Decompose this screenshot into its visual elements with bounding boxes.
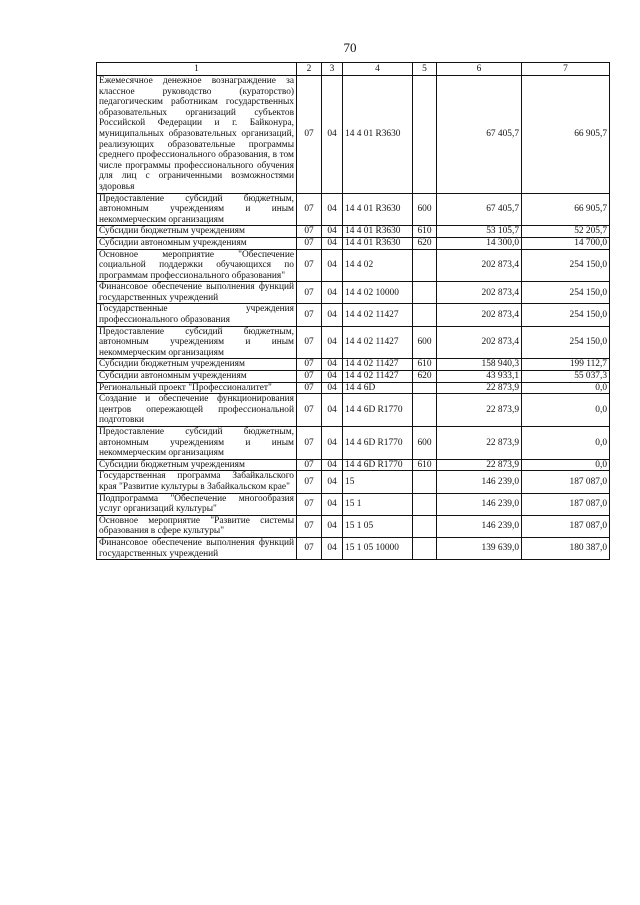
section-code-cell: 07 [297, 371, 322, 383]
subsection-code-cell: 04 [322, 282, 343, 304]
amount-year1-cell: 202 873,4 [437, 326, 522, 359]
target-article-cell: 14 4 02 [343, 249, 413, 282]
row-name-cell: Предоставление субсидий бюджетным, автономным учреждениям и иным некоммерческим организациям [97, 427, 297, 460]
target-article-cell: 14 4 02 11427 [343, 371, 413, 383]
table-row [97, 193, 610, 226]
subsection-code-cell: 04 [322, 359, 343, 371]
section-code-cell: 07 [297, 326, 322, 359]
column-header: 4 [343, 63, 413, 76]
row-name-cell: Субсидии бюджетным учреждениям [97, 359, 297, 371]
amount-year2-cell: 254 150,0 [522, 249, 610, 282]
row-name-cell: Основное мероприятие "Обеспечение социальной поддержки обучающихся по программам профессионального образования" [97, 249, 297, 282]
table-row [97, 359, 610, 371]
table-row [97, 515, 610, 537]
column-header: 1 [97, 63, 297, 76]
expense-type-cell: 600 [413, 193, 437, 226]
expense-type-cell [413, 471, 437, 493]
section-code-cell: 07 [297, 237, 322, 249]
row-name-cell: Государственная программа Забайкальского края "Развитие культуры в Забайкальском крае" [97, 471, 297, 493]
section-code-cell: 07 [297, 282, 322, 304]
subsection-code-cell: 04 [322, 371, 343, 383]
expense-type-cell [413, 249, 437, 282]
expense-type-cell [413, 537, 437, 559]
target-article-cell: 14 4 01 R3630 [343, 226, 413, 238]
amount-year2-cell: 14 700,0 [522, 237, 610, 249]
subsection-code-cell: 04 [322, 537, 343, 559]
target-article-cell: 14 4 6D [343, 382, 413, 394]
section-code-cell: 07 [297, 493, 322, 515]
amount-year2-cell: 254 150,0 [522, 326, 610, 359]
section-code-cell: 07 [297, 359, 322, 371]
amount-year2-cell: 0,0 [522, 382, 610, 394]
row-name-cell: Подпрограмма "Обеспечение многообразия услуг организаций культуры" [97, 493, 297, 515]
column-header: 6 [437, 63, 522, 76]
table-row [97, 493, 610, 515]
amount-year1-cell: 43 933,1 [437, 371, 522, 383]
amount-year1-cell: 139 639,0 [437, 537, 522, 559]
section-code-cell: 07 [297, 193, 322, 226]
table-row [97, 226, 610, 238]
row-name-cell: Субсидии автономным учреждениям [97, 371, 297, 383]
row-name-cell: Создание и обеспечение функционирования центров опережающей профессиональной подготовки [97, 394, 297, 427]
subsection-code-cell: 04 [322, 459, 343, 471]
subsection-code-cell: 04 [322, 237, 343, 249]
expense-type-cell [413, 515, 437, 537]
expense-type-cell: 610 [413, 459, 437, 471]
amount-year2-cell: 0,0 [522, 459, 610, 471]
target-article-cell: 14 4 6D R1770 [343, 394, 413, 427]
expense-type-cell: 620 [413, 237, 437, 249]
row-name-cell: Основное мероприятие "Развитие системы образования в сфере культуры" [97, 515, 297, 537]
amount-year1-cell: 146 239,0 [437, 493, 522, 515]
subsection-code-cell: 04 [322, 394, 343, 427]
amount-year1-cell: 22 873,9 [437, 427, 522, 460]
expense-type-cell [413, 493, 437, 515]
row-name-cell: Финансовое обеспечение выполнения функций государственных учреждений [97, 282, 297, 304]
amount-year2-cell: 254 150,0 [522, 304, 610, 326]
section-code-cell: 07 [297, 515, 322, 537]
amount-year1-cell: 202 873,4 [437, 282, 522, 304]
target-article-cell: 14 4 02 11427 [343, 326, 413, 359]
subsection-code-cell: 04 [322, 304, 343, 326]
section-code-cell: 07 [297, 427, 322, 460]
table-row [97, 371, 610, 383]
expense-type-cell [413, 304, 437, 326]
subsection-code-cell: 04 [322, 326, 343, 359]
amount-year1-cell: 53 105,7 [437, 226, 522, 238]
amount-year1-cell: 22 873,9 [437, 382, 522, 394]
section-code-cell: 07 [297, 76, 322, 194]
row-name-cell: Ежемесячное денежное вознаграждение за классное руководство (кураторство) педагогическим работникам государственных образовательных организаций субъектов Российской Федерации и г. Байконура, муниципальных образовательных организаций, реализующих образовательные программы среднего профессионального образования, в том числе программы профессионального обучения для лиц с ограниченными возможностями здоровья [97, 76, 297, 194]
row-name-cell: Субсидии бюджетным учреждениям [97, 226, 297, 238]
row-name-cell: Финансовое обеспечение выполнения функций государственных учреждений [97, 537, 297, 559]
column-header: 5 [413, 63, 437, 76]
subsection-code-cell: 04 [322, 515, 343, 537]
amount-year1-cell: 146 239,0 [437, 515, 522, 537]
section-code-cell: 07 [297, 249, 322, 282]
table-row [97, 471, 610, 493]
amount-year2-cell: 52 205,7 [522, 226, 610, 238]
amount-year2-cell: 0,0 [522, 394, 610, 427]
amount-year1-cell: 14 300,0 [437, 237, 522, 249]
row-name-cell: Предоставление субсидий бюджетным, автономным учреждениям и иным некоммерческим организациям [97, 326, 297, 359]
table-header-row [97, 63, 610, 76]
amount-year2-cell: 66 905,7 [522, 76, 610, 194]
row-name-cell: Региональный проект "Профессионалитет" [97, 382, 297, 394]
amount-year1-cell: 202 873,4 [437, 304, 522, 326]
target-article-cell: 14 4 01 R3630 [343, 76, 413, 194]
amount-year2-cell: 66 905,7 [522, 193, 610, 226]
column-header: 7 [522, 63, 610, 76]
page-number: 70 [343, 40, 357, 55]
table-row [97, 237, 610, 249]
expense-type-cell: 600 [413, 326, 437, 359]
target-article-cell: 14 4 6D R1770 [343, 459, 413, 471]
target-article-cell: 15 [343, 471, 413, 493]
target-article-cell: 14 4 02 11427 [343, 304, 413, 326]
table-row [97, 304, 610, 326]
target-article-cell: 15 1 05 10000 [343, 537, 413, 559]
amount-year2-cell: 187 087,0 [522, 515, 610, 537]
table-row [97, 394, 610, 427]
table-row [97, 282, 610, 304]
amount-year1-cell: 67 405,7 [437, 76, 522, 194]
column-header: 2 [297, 63, 322, 76]
section-code-cell: 07 [297, 304, 322, 326]
section-code-cell: 07 [297, 382, 322, 394]
amount-year1-cell: 202 873,4 [437, 249, 522, 282]
amount-year2-cell: 180 387,0 [522, 537, 610, 559]
subsection-code-cell: 04 [322, 493, 343, 515]
subsection-code-cell: 04 [322, 427, 343, 460]
expense-type-cell: 620 [413, 371, 437, 383]
expense-type-cell [413, 394, 437, 427]
subsection-code-cell: 04 [322, 382, 343, 394]
row-name-cell: Субсидии автономным учреждениям [97, 237, 297, 249]
target-article-cell: 14 4 01 R3630 [343, 193, 413, 226]
section-code-cell: 07 [297, 537, 322, 559]
section-code-cell: 07 [297, 471, 322, 493]
target-article-cell: 14 4 6D R1770 [343, 427, 413, 460]
row-name-cell: Субсидии бюджетным учреждениям [97, 459, 297, 471]
table-row [97, 537, 610, 559]
subsection-code-cell: 04 [322, 226, 343, 238]
amount-year1-cell: 146 239,0 [437, 471, 522, 493]
amount-year2-cell: 187 087,0 [522, 471, 610, 493]
amount-year2-cell: 199 112,7 [522, 359, 610, 371]
expense-type-cell: 610 [413, 359, 437, 371]
target-article-cell: 15 1 [343, 493, 413, 515]
table-row [97, 326, 610, 359]
table-row [97, 249, 610, 282]
amount-year1-cell: 158 940,3 [437, 359, 522, 371]
amount-year2-cell: 55 037,3 [522, 371, 610, 383]
amount-year1-cell: 67 405,7 [437, 193, 522, 226]
subsection-code-cell: 04 [322, 76, 343, 194]
amount-year1-cell: 22 873,9 [437, 459, 522, 471]
table-row [97, 76, 610, 194]
section-code-cell: 07 [297, 394, 322, 427]
subsection-code-cell: 04 [322, 193, 343, 226]
section-code-cell: 07 [297, 459, 322, 471]
expense-type-cell [413, 76, 437, 194]
target-article-cell: 15 1 05 [343, 515, 413, 537]
expense-type-cell: 610 [413, 226, 437, 238]
subsection-code-cell: 04 [322, 471, 343, 493]
row-name-cell: Предоставление субсидий бюджетным, автономным учреждениям и иным некоммерческим организациям [97, 193, 297, 226]
target-article-cell: 14 4 02 10000 [343, 282, 413, 304]
amount-year2-cell: 187 087,0 [522, 493, 610, 515]
table-row [97, 459, 610, 471]
section-code-cell: 07 [297, 226, 322, 238]
table-row [97, 427, 610, 460]
amount-year2-cell: 254 150,0 [522, 282, 610, 304]
expense-type-cell: 600 [413, 427, 437, 460]
budget-table [96, 62, 610, 560]
target-article-cell: 14 4 01 R3630 [343, 237, 413, 249]
expense-type-cell [413, 282, 437, 304]
table-row [97, 382, 610, 394]
column-header: 3 [322, 63, 343, 76]
amount-year1-cell: 22 873,9 [437, 394, 522, 427]
subsection-code-cell: 04 [322, 249, 343, 282]
row-name-cell: Государственные учреждения профессионального образования [97, 304, 297, 326]
expense-type-cell [413, 382, 437, 394]
amount-year2-cell: 0,0 [522, 427, 610, 460]
target-article-cell: 14 4 02 11427 [343, 359, 413, 371]
